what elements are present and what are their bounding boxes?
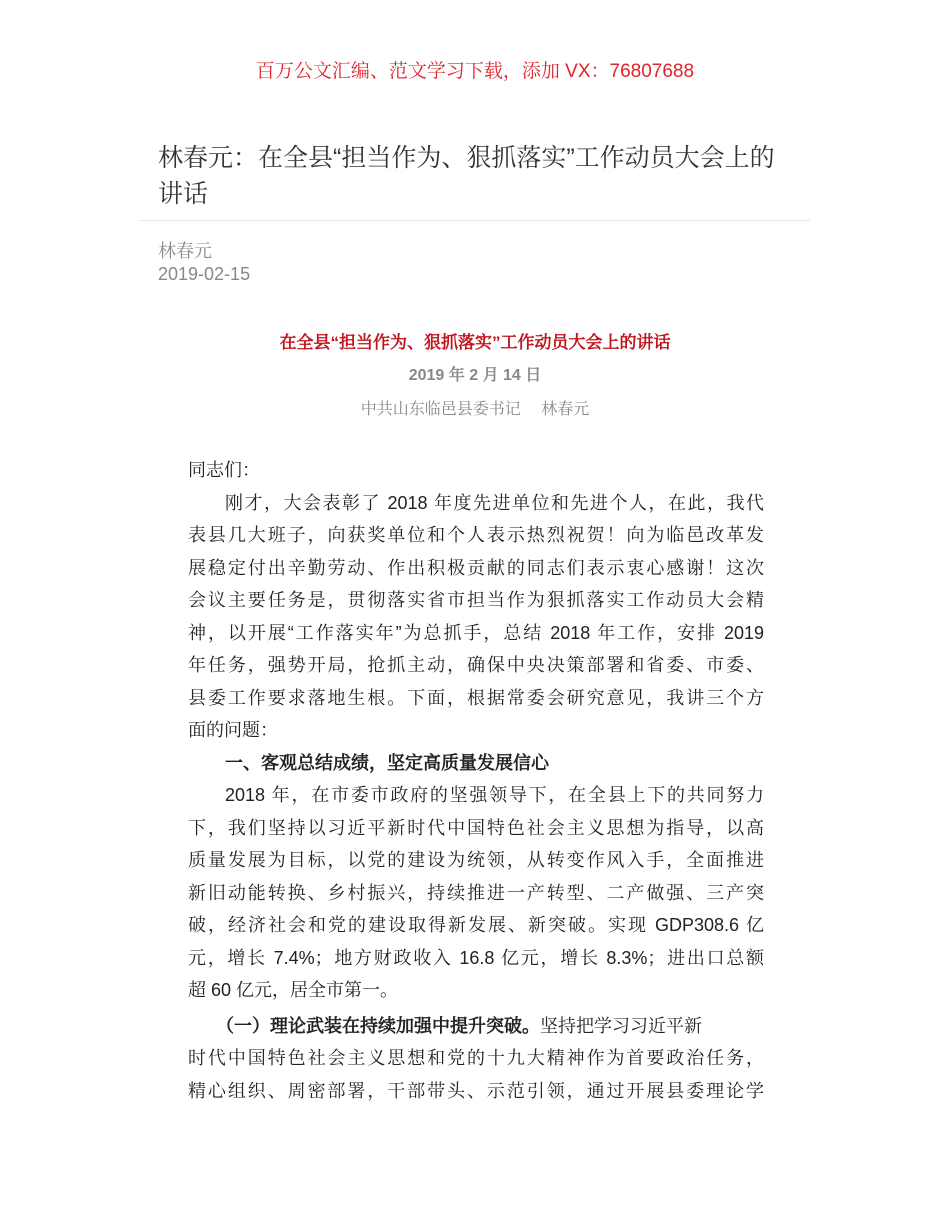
- article-title: 林春元：在全县“担当作为、狠抓落实”工作动员大会上的讲话: [158, 144, 775, 208]
- paragraph-line: 超 60 亿元，居全市第一。: [188, 980, 399, 1000]
- paragraph-line: 新旧动能转换、乡村振兴，持续推进一产转型、二产做强、三产突: [188, 882, 764, 903]
- paragraph-line: 会议主要任务是，贯彻落实省市担当作为狠抓落实工作动员大会精: [188, 590, 764, 610]
- paragraph-line: 展稳定付出辛勤劳动、作出积极贡献的同志们表示衷心感谢！这次: [188, 557, 764, 578]
- article-author: 林春元: [158, 241, 212, 261]
- document-date: 2019 年 2 月 14 日: [408, 367, 542, 384]
- paragraph-line: 精心组织、周密部署，干部带头、示范引领，通过开展县委理论学: [188, 1080, 764, 1101]
- promo-banner: 百万公文汇编、范文学习下载，添加 VX：76807688: [255, 61, 695, 82]
- salutation: 同志们：: [188, 460, 260, 480]
- paragraph-line: 破，经济社会和党的建设取得新发展、新突破。实现 GDP308.6 亿: [188, 915, 764, 935]
- paragraph-text: 坚持把学习习近平新: [540, 1015, 702, 1036]
- paragraph-line: 下，我们坚持以习近平新时代中国特色社会主义思想为指导，以高: [188, 817, 764, 838]
- divider: [140, 220, 810, 221]
- paragraph-line: 时代中国特色社会主义思想和党的十九大精神作为首要政治任务，: [188, 1048, 764, 1068]
- paragraph-line: 2018 年，在市委市政府的坚强领导下，在全县上下的共同努力: [225, 785, 764, 805]
- paragraph-line: 神，以开展“工作落实年”为总抓手，总结 2018 年工作，安排 2019: [188, 622, 764, 643]
- paragraph-line: 刚才，大会表彰了 2018 年度先进单位和先进个人，在此，我代: [225, 492, 764, 513]
- paragraph-line: 年任务，强势开局，抢抓主动，确保中央决策部署和省委、市委、: [188, 655, 764, 675]
- paragraph-line: 元，增长 7.4%；地方财政收入 16.8 亿元，增长 8.3%；进出口总额: [188, 947, 764, 968]
- paragraph-line: [188, 1010, 764, 1043]
- paragraph-line: 面的问题：: [188, 720, 278, 740]
- document-body: [188, 454, 764, 1107]
- article-date: 2019-02-15: [158, 264, 251, 284]
- article-meta: [158, 240, 250, 286]
- subsection-heading: （一）理论武装在持续加强中提升突破。: [216, 1015, 540, 1036]
- paragraph-line: 表县几大班子，向获奖单位和个人表示热烈祝贺！向为临邑改革发: [188, 525, 764, 545]
- document-author: 中共山东临邑县委书记 林春元: [360, 401, 590, 418]
- paragraph-line: 质量发展为目标，以党的建设为统领，从转变作风入手，全面推进: [188, 850, 764, 870]
- document-title: 在全县“担当作为、狠抓落实”工作动员大会上的讲话: [279, 333, 671, 352]
- section-heading: 一、客观总结成绩，坚定高质量发展信心: [225, 752, 549, 773]
- paragraph-line: 县委工作要求落地生根。下面，根据常委会研究意见，我讲三个方: [188, 687, 764, 708]
